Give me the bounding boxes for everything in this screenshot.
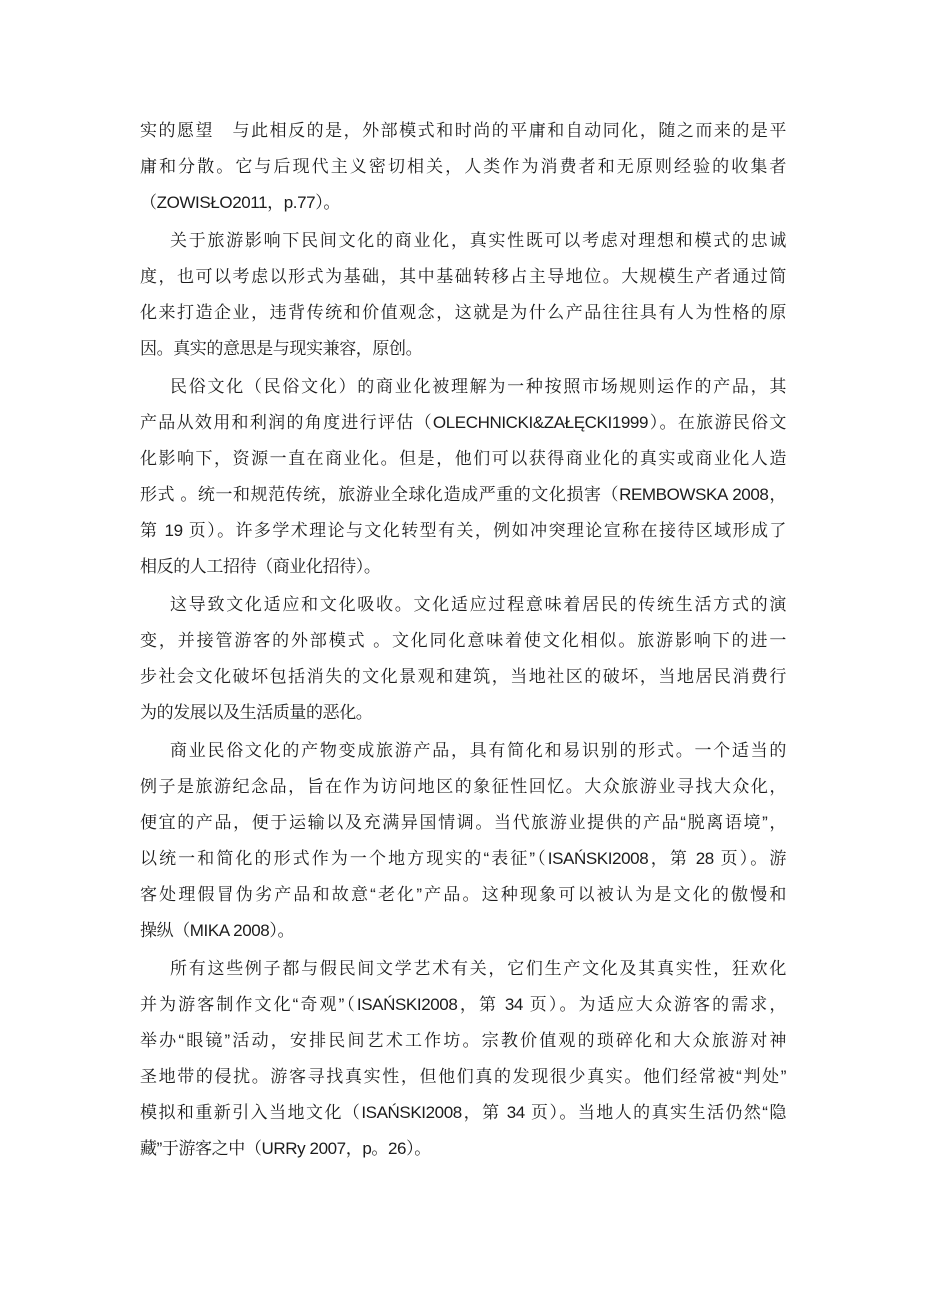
text-line: 并为游客制作文化“奇观”（ISAŃSKI2008，第 34 页）。为适应大众游客的需求， bbox=[140, 995, 786, 1014]
text-line: 举办“眼镜”活动，安排民间艺术工作坊。宗教价值观的琐碎化和大众旅游对神 bbox=[140, 1031, 786, 1050]
paragraph bbox=[140, 587, 786, 731]
text-line: （ZOWISŁO2011，p.77）。 bbox=[140, 193, 340, 212]
paragraph bbox=[140, 223, 786, 367]
text-line: 产品从效用和利润的角度进行评估（OLECHNICKI&ZAŁĘCKI1999）。在旅游民俗文 bbox=[140, 413, 786, 432]
text-line: 商业民俗文化的产物变成旅游产品，具有简化和易识别的形式。一个适当的 bbox=[170, 741, 786, 760]
text-line: 操纵（MIKA 2008）。 bbox=[140, 921, 295, 940]
text-line: 这导致文化适应和文化吸收。文化适应过程意味着居民的传统生活方式的演 bbox=[170, 595, 786, 614]
text-line: 为的发展以及生活质量的恶化。 bbox=[140, 703, 373, 722]
paragraph bbox=[140, 113, 786, 221]
text-line: 相反的人工招待（商业化招待）。 bbox=[140, 557, 381, 576]
text-line: 例子是旅游纪念品，旨在作为访问地区的象征性回忆。大众旅游业寻找大众化， bbox=[140, 777, 786, 796]
text-line: 变，并接管游客的外部模式 。文化同化意味着使文化相似。旅游影响下的进一 bbox=[140, 631, 786, 650]
text-line: 民俗文化（民俗文化）的商业化被理解为一种按照市场规则运作的产品，其 bbox=[170, 377, 786, 396]
text-block bbox=[140, 113, 786, 1169]
paragraph bbox=[140, 733, 786, 949]
text-line: 便宜的产品，便于运输以及充满异国情调。当代旅游业提供的产品“脱离语境”， bbox=[140, 813, 786, 832]
text-line: 形式 。统一和规范传统，旅游业全球化造成严重的文化损害（REMBOWSKA 2008， bbox=[140, 485, 786, 504]
text-line: 步社会文化破坏包括消失的文化景观和建筑，当地社区的破坏，当地居民消费行 bbox=[140, 667, 786, 686]
text-line: 化来打造企业，违背传统和价值观念，这就是为什么产品往往具有人为性格的原 bbox=[140, 303, 786, 322]
text-line: 度，也可以考虑以形式为基础，其中基础转移占主导地位。大规模生产者通过简 bbox=[140, 267, 786, 286]
text-line: 因。真实的意思是与现实兼容，原创。 bbox=[140, 339, 423, 358]
text-line: 圣地带的侵扰。游客寻找真实性，但他们真的发现很少真实。他们经常被“判处” bbox=[140, 1067, 786, 1086]
text-line: 藏”于游客之中（URRy 2007，p。26）。 bbox=[140, 1139, 431, 1158]
text-line: 实的愿望 与此相反的是，外部模式和时尚的平庸和自动同化，随之而来的是平 bbox=[140, 121, 786, 140]
text-line: 客处理假冒伪劣产品和故意“老化”产品。这种现象可以被认为是文化的傲慢和 bbox=[140, 885, 786, 904]
text-line: 庸和分散。它与后现代主义密切相关，人类作为消费者和无原则经验的收集者 bbox=[140, 157, 786, 176]
text-line: 化影响下，资源一直在商业化。但是，他们可以获得商业化的真实或商业化人造 bbox=[140, 449, 786, 468]
text-line: 关于旅游影响下民间文化的商业化，真实性既可以考虑对理想和模式的忠诚 bbox=[170, 231, 786, 250]
text-line: 第 19 页）。许多学术理论与文化转型有关，例如冲突理论宣称在接待区域形成了 bbox=[140, 521, 786, 540]
text-line: 模拟和重新引入当地文化（ISAŃSKI2008，第 34 页）。当地人的真实生活仍然“隐 bbox=[140, 1103, 786, 1122]
paragraph bbox=[140, 951, 786, 1167]
text-line: 所有这些例子都与假民间文学艺术有关，它们生产文化及其真实性，狂欢化 bbox=[170, 959, 786, 978]
text-line: 以统一和简化的形式作为一个地方现实的“表征”（ISAŃSKI2008，第 28 页）。游 bbox=[140, 849, 786, 868]
paragraph bbox=[140, 369, 786, 585]
